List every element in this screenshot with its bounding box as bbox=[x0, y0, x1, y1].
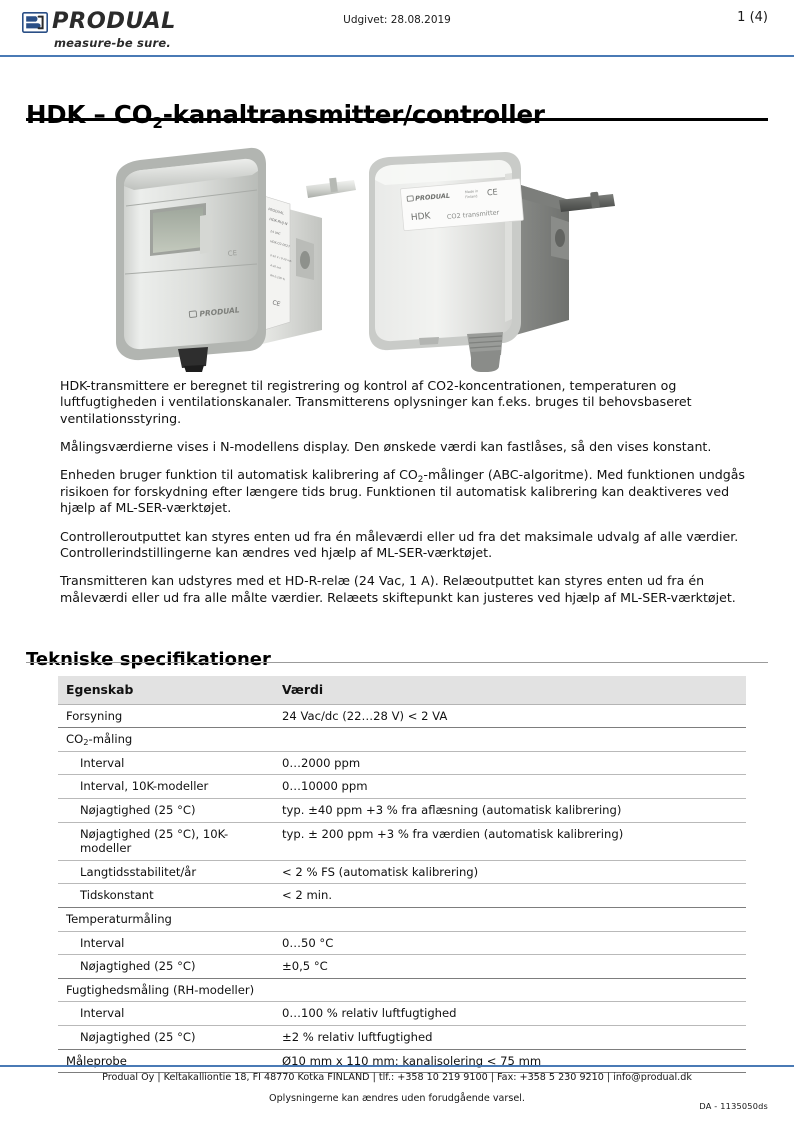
table-row bbox=[58, 822, 746, 860]
table-cell-property: Interval, 10K-modeller bbox=[58, 775, 274, 799]
page-title bbox=[26, 100, 545, 132]
table-row bbox=[58, 978, 746, 1002]
table-cell-property: Forsyning bbox=[58, 704, 274, 728]
table-row bbox=[58, 884, 746, 908]
page-number: 1 (4) bbox=[737, 10, 768, 25]
produal-tagline: measure-be sure. bbox=[54, 36, 171, 50]
intro-text bbox=[60, 378, 746, 606]
table-cell-property: Tidskonstant bbox=[58, 884, 274, 908]
table-cell-value: ±2 % relativ luftfugtighed bbox=[274, 1025, 746, 1049]
publication-date: Udgivet: 28.08.2019 bbox=[343, 14, 451, 26]
table-cell-property: Nøjagtighed (25 °C) bbox=[58, 1025, 274, 1049]
svg-text:CE: CE bbox=[486, 187, 499, 198]
table-cell-value: 0…100 % relativ luftfugtighed bbox=[274, 1002, 746, 1026]
paragraph-1: HDK-transmittere er beregnet til registrering og kontrol af CO2-koncentrationen, temperaturen og luftfugtigheden i ventilationskanaler. Transmitterens oplysninger kan f.eks. bruges til behovsbaseret ventilationsstyring. bbox=[60, 378, 692, 426]
table-row bbox=[58, 860, 746, 884]
paragraph-4: Controlleroutputtet kan styres enten ud fra én måleværdi eller ud fra det maksimale udvalg af alle værdier. Controllerindstillingerne kan ændres ved hjælp af ML-SER-værktøjet. bbox=[60, 528, 739, 560]
table-cell-property bbox=[58, 728, 274, 752]
column-header-value: Værdi bbox=[274, 676, 746, 704]
svg-text:PRODUAL: PRODUAL bbox=[199, 305, 240, 319]
table-cell-value: 0…10000 ppm bbox=[274, 775, 746, 799]
svg-text:PRODUAL: PRODUAL bbox=[414, 191, 451, 203]
svg-text:Made in: Made in bbox=[464, 189, 479, 195]
svg-text:RH 0-100 %: RH 0-100 % bbox=[269, 274, 286, 282]
page-footer bbox=[0, 1072, 794, 1104]
paragraph-3-subscript: 2 bbox=[417, 474, 424, 485]
paragraph-3 bbox=[60, 467, 746, 516]
svg-text:0-10 V / 0-20 mA: 0-10 V / 0-20 mA bbox=[269, 254, 292, 264]
footer-disclaimer: Oplysningerne kan ændres uden forudgående varsel. bbox=[269, 1093, 525, 1104]
svg-text:PRODUAL: PRODUAL bbox=[267, 207, 285, 216]
table-row bbox=[58, 1049, 746, 1073]
footer-company-contact: Produal Oy | Keltakalliontie 18, FI 48770 Kotka FINLAND | tlf.: +358 10 219 9100 | Fax: +358 5 230 9210 | info@produal.dk bbox=[102, 1072, 692, 1083]
specifications-table bbox=[58, 676, 746, 1073]
product-photo-hdk bbox=[355, 152, 620, 376]
specifications-table-body bbox=[58, 704, 746, 1073]
table-cell-value: typ. ±40 ppm +3 % fra aflæsning (automatisk kalibrering) bbox=[274, 799, 746, 823]
svg-text:CE: CE bbox=[227, 249, 238, 258]
table-cell-property: Fugtighedsmåling (RH-modeller) bbox=[58, 978, 274, 1002]
table-cell-property: Nøjagtighed (25 °C), 10K-modeller bbox=[58, 822, 274, 860]
table-row bbox=[58, 1002, 746, 1026]
table-row bbox=[58, 728, 746, 752]
property-subscript: 2 bbox=[83, 737, 89, 748]
title-divider bbox=[26, 118, 768, 121]
table-cell-value bbox=[274, 907, 746, 931]
paragraph-3-part1: Enheden bruger funktion til automatisk kalibrering af CO bbox=[60, 467, 418, 483]
svg-text:4-20 mA: 4-20 mA bbox=[269, 264, 282, 270]
header-divider bbox=[0, 55, 794, 57]
svg-text:CE: CE bbox=[271, 299, 282, 309]
produal-wordmark: PRODUAL bbox=[52, 9, 176, 34]
page-header bbox=[0, 0, 794, 58]
table-cell-value: 24 Vac/dc (22…28 V) < 2 VA bbox=[274, 704, 746, 728]
specifications-table-wrapper bbox=[58, 676, 746, 1073]
table-cell-value: 0…2000 ppm bbox=[274, 751, 746, 775]
table-cell-property: Interval bbox=[58, 1002, 274, 1026]
product-photos bbox=[100, 142, 620, 370]
paragraph-3-part2: -målinger (ABC-algoritme). Med funktionen undgås risikoen for forskydning efter længere tids brug. Funktionen til automatisk kalibrering kan deaktiveres ved hjælp af ML-SER-værktøjet. bbox=[60, 467, 745, 516]
table-cell-property: Måleprobe bbox=[58, 1049, 274, 1073]
column-header-property: Egenskab bbox=[58, 676, 274, 704]
table-row bbox=[58, 955, 746, 979]
footer-document-code: DA - 1135050ds bbox=[699, 1101, 768, 1111]
table-cell-value: 0…50 °C bbox=[274, 931, 746, 955]
table-cell-value: typ. ± 200 ppm +3 % fra værdien (automatisk kalibrering) bbox=[274, 822, 746, 860]
table-cell-property: Interval bbox=[58, 751, 274, 775]
table-row bbox=[58, 907, 746, 931]
svg-text:Finland: Finland bbox=[465, 194, 478, 200]
section-divider bbox=[26, 662, 768, 663]
table-cell-value: < 2 % FS (automatisk kalibrering) bbox=[274, 860, 746, 884]
table-cell-property: Interval bbox=[58, 931, 274, 955]
section-title-specifications: Tekniske specifikationer bbox=[26, 648, 271, 670]
svg-text:HDK-RHJ-N: HDK-RHJ-N bbox=[268, 217, 288, 227]
property-part2: -måling bbox=[88, 732, 133, 747]
paragraph-5: Transmitteren kan udstyres med et HD-R-relæ (24 Vac, 1 A). Relæoutputtet kan styres enten ud fra én måleværdi eller ud fra alle målte værdier. Relæets skiftepunkt kan justeres ved hjælp af ML-SER-værktøjet. bbox=[60, 573, 736, 605]
table-cell-value bbox=[274, 978, 746, 1002]
table-cell-property: Langtidsstabilitet/år bbox=[58, 860, 274, 884]
page-title-part1: HDK – CO bbox=[26, 100, 153, 130]
table-row bbox=[58, 931, 746, 955]
page-title-part2: -kanaltransmitter/controller bbox=[162, 100, 545, 130]
table-row bbox=[58, 1025, 746, 1049]
svg-text:CO2 transmitter: CO2 transmitter bbox=[446, 208, 500, 221]
table-row bbox=[58, 704, 746, 728]
svg-text:24 VAC: 24 VAC bbox=[269, 229, 282, 236]
table-cell-value bbox=[274, 728, 746, 752]
table-cell-property: Nøjagtighed (25 °C) bbox=[58, 955, 274, 979]
table-header-row bbox=[58, 676, 746, 704]
table-cell-value: ±0,5 °C bbox=[274, 955, 746, 979]
property-part1: CO bbox=[66, 732, 84, 747]
page-title-subscript: 2 bbox=[152, 113, 163, 132]
table-row bbox=[58, 799, 746, 823]
table-row bbox=[58, 775, 746, 799]
table-row bbox=[58, 751, 746, 775]
product-photo-hdk-n bbox=[100, 144, 370, 376]
svg-text:HDK: HDK bbox=[410, 211, 431, 224]
footer-divider bbox=[0, 1065, 794, 1067]
table-cell-property: Nøjagtighed (25 °C) bbox=[58, 799, 274, 823]
table-cell-value: Ø10 mm x 110 mm; kanalisolering < 75 mm bbox=[274, 1049, 746, 1073]
table-cell-value: < 2 min. bbox=[274, 884, 746, 908]
paragraph-2: Målingsværdierne vises i N-modellens display. Den ønskede værdi kan fastlåses, så den vises konstant. bbox=[60, 439, 712, 455]
table-cell-property: Temperaturmåling bbox=[58, 907, 274, 931]
svg-text:HDK-O2-0027: HDK-O2-0027 bbox=[269, 239, 291, 249]
